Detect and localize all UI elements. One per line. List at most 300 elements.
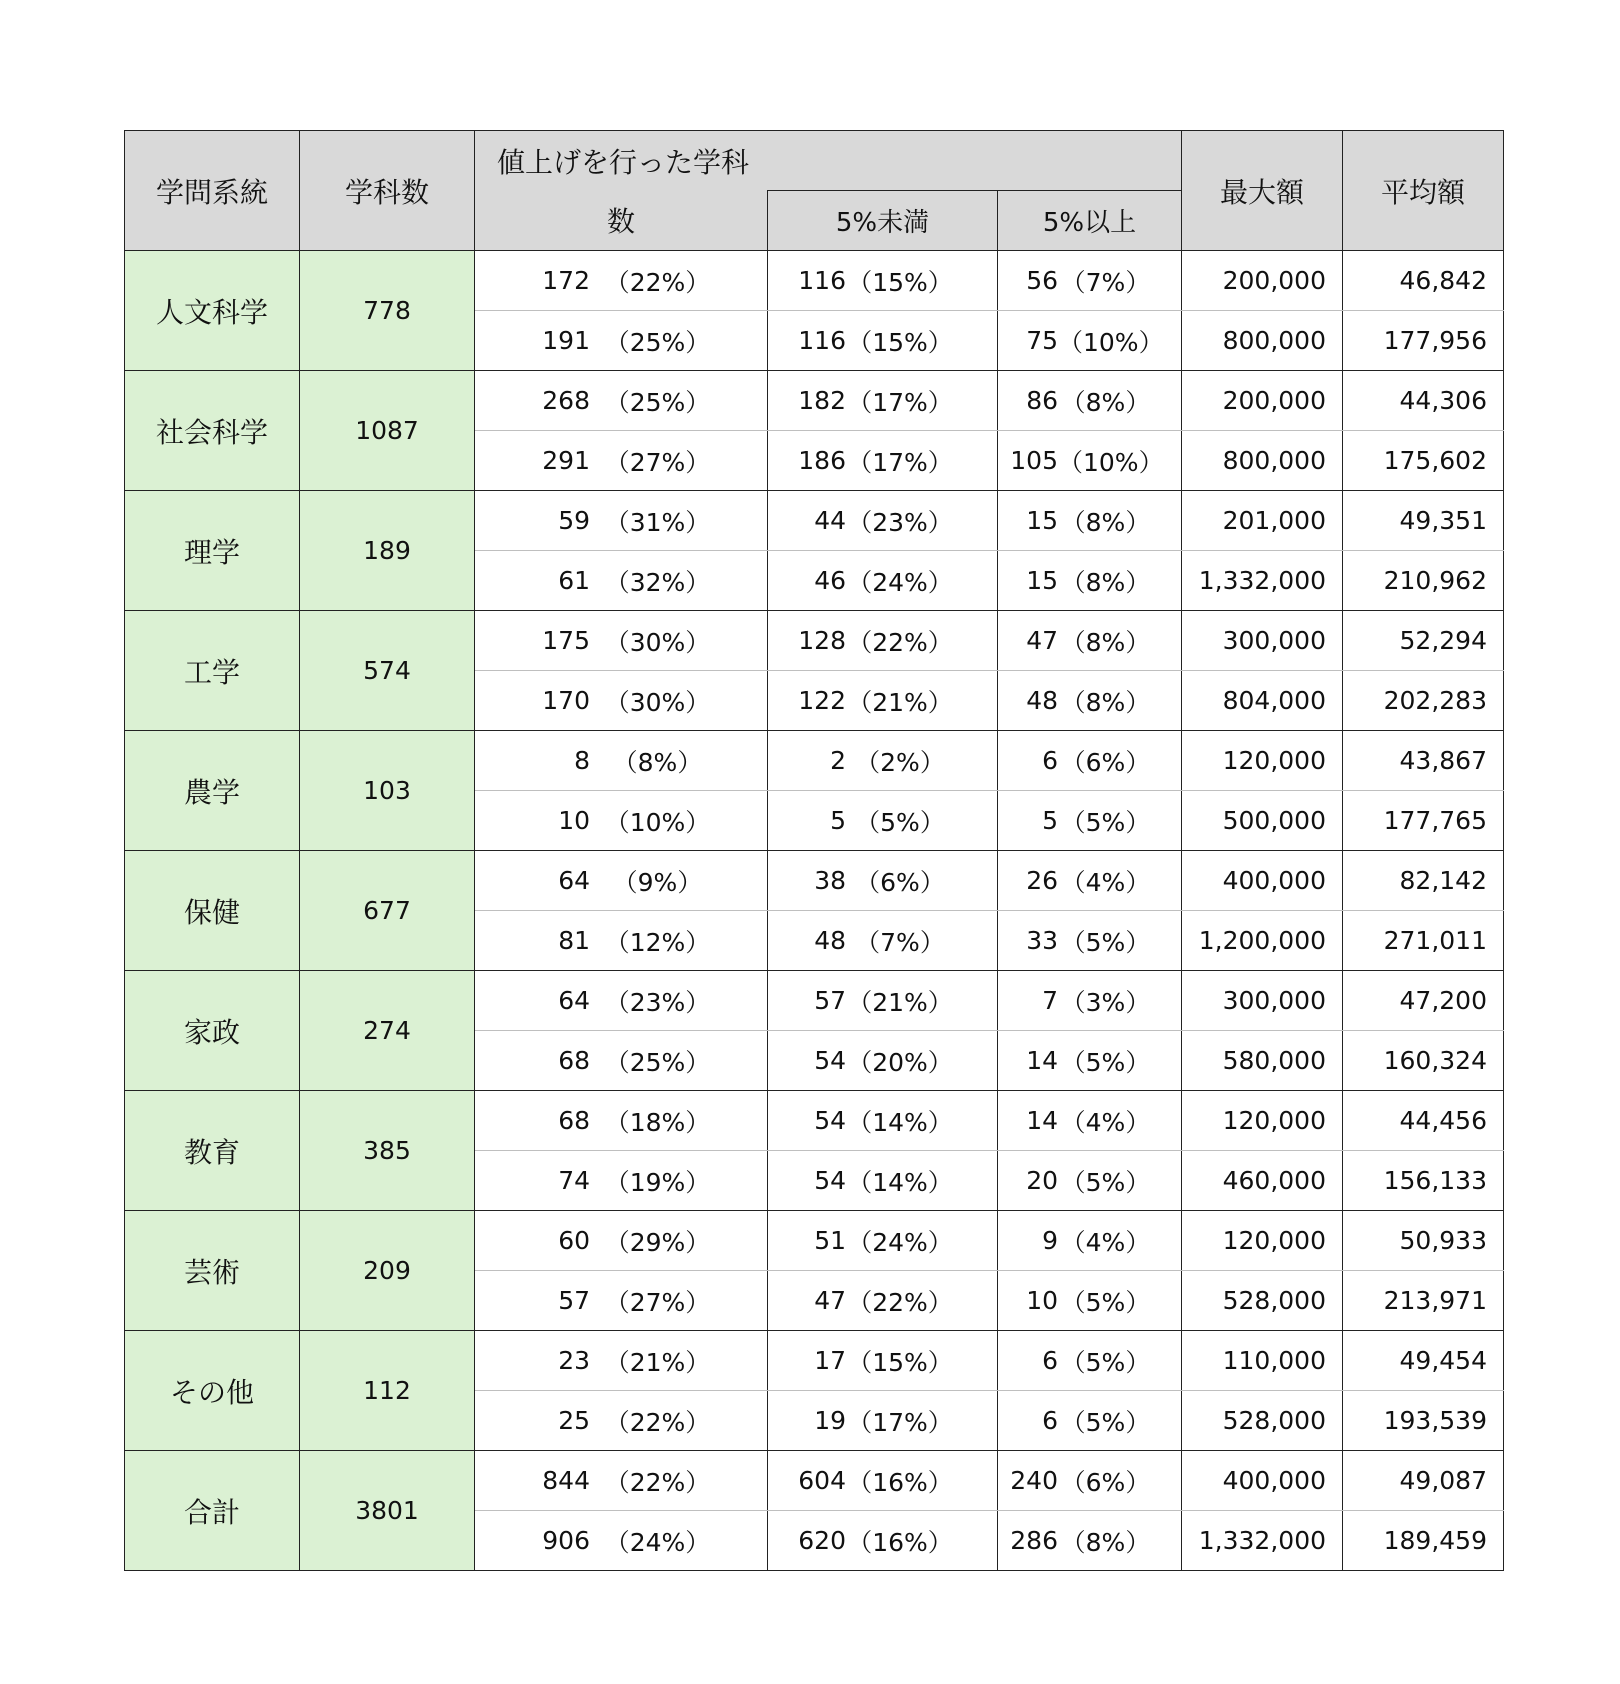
under-5pct-percent: （21%） bbox=[847, 687, 953, 717]
over-5pct bbox=[998, 1511, 1182, 1571]
under-5pct-pair bbox=[768, 851, 997, 910]
raised-count bbox=[475, 251, 768, 311]
raised-count-value: 8 bbox=[574, 746, 590, 775]
avg-amount: 49,454 bbox=[1343, 1331, 1504, 1391]
field-name: 理学 bbox=[125, 491, 300, 611]
over-5pct-pair bbox=[998, 731, 1181, 790]
over-5pct-value: 9 bbox=[1042, 1226, 1058, 1255]
department-count: 1087 bbox=[300, 371, 475, 491]
header-count: 数 bbox=[475, 191, 768, 251]
header-max: 最大額 bbox=[1182, 131, 1343, 251]
raised-count-pair bbox=[475, 491, 767, 550]
table-row bbox=[125, 971, 1504, 1031]
under-5pct bbox=[768, 911, 998, 971]
over-5pct-pair bbox=[998, 311, 1181, 370]
over-5pct bbox=[998, 311, 1182, 371]
over-5pct-pair bbox=[998, 791, 1181, 850]
raised-count-percent: （24%） bbox=[604, 1527, 711, 1557]
header-under-5pct: 5%未満 bbox=[768, 191, 998, 251]
under-5pct-value: 186 bbox=[798, 446, 846, 475]
under-5pct bbox=[768, 551, 998, 611]
under-5pct bbox=[768, 1391, 998, 1451]
under-5pct bbox=[768, 1151, 998, 1211]
raised-count-value: 64 bbox=[558, 866, 590, 895]
under-5pct-value: 46 bbox=[814, 566, 846, 595]
max-amount: 200,000 bbox=[1182, 371, 1343, 431]
over-5pct-pair bbox=[998, 851, 1181, 910]
under-5pct-percent: （20%） bbox=[847, 1047, 953, 1077]
table-row bbox=[125, 611, 1504, 671]
raised-count bbox=[475, 371, 768, 431]
over-5pct-percent: （5%） bbox=[1060, 1407, 1151, 1437]
table-row bbox=[125, 1331, 1504, 1391]
raised-count bbox=[475, 1091, 768, 1151]
under-5pct-pair bbox=[768, 1391, 997, 1450]
department-count: 112 bbox=[300, 1331, 475, 1451]
over-5pct bbox=[998, 491, 1182, 551]
raised-count bbox=[475, 1391, 768, 1451]
department-count: 574 bbox=[300, 611, 475, 731]
over-5pct-value: 26 bbox=[1026, 866, 1058, 895]
over-5pct bbox=[998, 1391, 1182, 1451]
max-amount: 1,200,000 bbox=[1182, 911, 1343, 971]
over-5pct-value: 7 bbox=[1042, 986, 1058, 1015]
over-5pct-percent: （3%） bbox=[1060, 987, 1151, 1017]
over-5pct-percent: （10%） bbox=[1058, 447, 1164, 477]
over-5pct-percent: （8%） bbox=[1060, 507, 1151, 537]
under-5pct-value: 51 bbox=[814, 1226, 846, 1255]
over-5pct-percent: （4%） bbox=[1060, 867, 1151, 897]
field-name: 合計 bbox=[125, 1451, 300, 1571]
under-5pct-percent: （14%） bbox=[847, 1107, 953, 1137]
raised-count bbox=[475, 911, 768, 971]
avg-amount: 156,133 bbox=[1343, 1151, 1504, 1211]
under-5pct-percent: （15%） bbox=[847, 267, 953, 297]
under-5pct-value: 38 bbox=[814, 866, 846, 895]
raised-count-value: 10 bbox=[558, 806, 590, 835]
header-departments: 学科数 bbox=[300, 131, 475, 251]
under-5pct-pair bbox=[768, 1211, 997, 1270]
under-5pct-pair bbox=[768, 911, 997, 970]
raised-count bbox=[475, 1451, 768, 1511]
over-5pct-pair bbox=[998, 671, 1181, 730]
under-5pct-percent: （22%） bbox=[847, 1287, 953, 1317]
raised-count-pair bbox=[475, 1511, 767, 1570]
under-5pct-value: 2 bbox=[830, 746, 846, 775]
raised-count bbox=[475, 1031, 768, 1091]
raised-count-percent: （10%） bbox=[604, 807, 711, 837]
department-count: 778 bbox=[300, 251, 475, 371]
over-5pct-value: 15 bbox=[1026, 566, 1058, 595]
over-5pct-percent: （8%） bbox=[1060, 687, 1151, 717]
header-field: 学問系統 bbox=[125, 131, 300, 251]
under-5pct-value: 54 bbox=[814, 1106, 846, 1135]
over-5pct-pair bbox=[998, 431, 1181, 490]
avg-amount: 44,306 bbox=[1343, 371, 1504, 431]
raised-count bbox=[475, 311, 768, 371]
raised-count-percent: （25%） bbox=[604, 1047, 711, 1077]
raised-count-pair bbox=[475, 1331, 767, 1390]
max-amount: 580,000 bbox=[1182, 1031, 1343, 1091]
raised-count-percent: （30%） bbox=[604, 627, 711, 657]
raised-count-percent: （8%） bbox=[612, 747, 703, 777]
over-5pct-percent: （8%） bbox=[1060, 387, 1151, 417]
avg-amount: 160,324 bbox=[1343, 1031, 1504, 1091]
raised-count-pair bbox=[475, 1091, 767, 1150]
under-5pct-pair bbox=[768, 1151, 997, 1210]
table-row bbox=[125, 491, 1504, 551]
over-5pct-value: 33 bbox=[1026, 926, 1058, 955]
avg-amount: 49,351 bbox=[1343, 491, 1504, 551]
raised-count-pair bbox=[475, 1151, 767, 1210]
table-row bbox=[125, 851, 1504, 911]
under-5pct bbox=[768, 791, 998, 851]
raised-count bbox=[475, 791, 768, 851]
max-amount: 528,000 bbox=[1182, 1391, 1343, 1451]
under-5pct-value: 19 bbox=[814, 1406, 846, 1435]
under-5pct-value: 17 bbox=[814, 1346, 846, 1375]
under-5pct bbox=[768, 491, 998, 551]
under-5pct-percent: （14%） bbox=[847, 1167, 953, 1197]
under-5pct-percent: （23%） bbox=[847, 507, 953, 537]
raised-count-value: 59 bbox=[558, 506, 590, 535]
avg-amount: 175,602 bbox=[1343, 431, 1504, 491]
table-row bbox=[125, 371, 1504, 431]
raised-count-value: 68 bbox=[558, 1046, 590, 1075]
over-5pct bbox=[998, 551, 1182, 611]
max-amount: 1,332,000 bbox=[1182, 551, 1343, 611]
under-5pct-percent: （17%） bbox=[847, 447, 953, 477]
over-5pct-percent: （6%） bbox=[1060, 1467, 1151, 1497]
raised-count-pair bbox=[475, 671, 767, 730]
under-5pct-pair bbox=[768, 611, 997, 670]
raised-count-percent: （25%） bbox=[604, 327, 711, 357]
avg-amount: 271,011 bbox=[1343, 911, 1504, 971]
header-over-5pct: 5%以上 bbox=[998, 191, 1182, 251]
under-5pct bbox=[768, 971, 998, 1031]
over-5pct-percent: （5%） bbox=[1060, 927, 1151, 957]
raised-count-pair bbox=[475, 431, 767, 490]
max-amount: 110,000 bbox=[1182, 1331, 1343, 1391]
under-5pct-value: 128 bbox=[798, 626, 846, 655]
avg-amount: 210,962 bbox=[1343, 551, 1504, 611]
under-5pct-pair bbox=[768, 971, 997, 1030]
avg-amount: 193,539 bbox=[1343, 1391, 1504, 1451]
avg-amount: 213,971 bbox=[1343, 1271, 1504, 1331]
under-5pct-percent: （17%） bbox=[847, 387, 953, 417]
over-5pct-percent: （5%） bbox=[1060, 1167, 1151, 1197]
over-5pct bbox=[998, 611, 1182, 671]
raised-count-pair bbox=[475, 1211, 767, 1270]
raised-count-value: 61 bbox=[558, 566, 590, 595]
department-count: 209 bbox=[300, 1211, 475, 1331]
raised-count bbox=[475, 1331, 768, 1391]
max-amount: 460,000 bbox=[1182, 1151, 1343, 1211]
max-amount: 528,000 bbox=[1182, 1271, 1343, 1331]
under-5pct-percent: （17%） bbox=[847, 1407, 953, 1437]
over-5pct bbox=[998, 431, 1182, 491]
table-row bbox=[125, 1451, 1504, 1511]
raised-count-value: 23 bbox=[558, 1346, 590, 1375]
over-5pct-value: 14 bbox=[1026, 1046, 1058, 1075]
under-5pct bbox=[768, 311, 998, 371]
under-5pct-value: 44 bbox=[814, 506, 846, 535]
over-5pct-pair bbox=[998, 371, 1181, 430]
raised-count-value: 906 bbox=[542, 1526, 590, 1555]
under-5pct-pair bbox=[768, 1031, 997, 1090]
department-count: 274 bbox=[300, 971, 475, 1091]
under-5pct-value: 48 bbox=[814, 926, 846, 955]
raised-count-percent: （9%） bbox=[612, 867, 703, 897]
avg-amount: 189,459 bbox=[1343, 1511, 1504, 1571]
max-amount: 300,000 bbox=[1182, 611, 1343, 671]
over-5pct bbox=[998, 1031, 1182, 1091]
raised-count-percent: （22%） bbox=[604, 1407, 711, 1437]
over-5pct-value: 105 bbox=[1010, 446, 1058, 475]
over-5pct-pair bbox=[998, 491, 1181, 550]
over-5pct-value: 14 bbox=[1026, 1106, 1058, 1135]
raised-count-percent: （23%） bbox=[604, 987, 711, 1017]
under-5pct bbox=[768, 1451, 998, 1511]
raised-count-value: 64 bbox=[558, 986, 590, 1015]
under-5pct-percent: （16%） bbox=[847, 1527, 953, 1557]
raised-count-pair bbox=[475, 251, 767, 310]
over-5pct-value: 47 bbox=[1026, 626, 1058, 655]
over-5pct-percent: （4%） bbox=[1060, 1107, 1151, 1137]
under-5pct-value: 620 bbox=[798, 1526, 846, 1555]
under-5pct-pair bbox=[768, 731, 997, 790]
raised-count-percent: （19%） bbox=[604, 1167, 711, 1197]
over-5pct-percent: （5%） bbox=[1060, 1347, 1151, 1377]
avg-amount: 47,200 bbox=[1343, 971, 1504, 1031]
max-amount: 800,000 bbox=[1182, 431, 1343, 491]
over-5pct-value: 10 bbox=[1026, 1286, 1058, 1315]
raised-count-percent: （18%） bbox=[604, 1107, 711, 1137]
under-5pct bbox=[768, 1511, 998, 1571]
raised-count bbox=[475, 1211, 768, 1271]
field-name: 保健 bbox=[125, 851, 300, 971]
raised-count-pair bbox=[475, 731, 767, 790]
raised-count-percent: （30%） bbox=[604, 687, 711, 717]
raised-count-pair bbox=[475, 551, 767, 610]
over-5pct-pair bbox=[998, 1091, 1181, 1150]
under-5pct-value: 5 bbox=[830, 806, 846, 835]
under-5pct-pair bbox=[768, 791, 997, 850]
raised-count-pair bbox=[475, 1271, 767, 1330]
over-5pct bbox=[998, 1151, 1182, 1211]
under-5pct-value: 182 bbox=[798, 386, 846, 415]
raised-count-pair bbox=[475, 971, 767, 1030]
over-5pct-pair bbox=[998, 1511, 1181, 1570]
under-5pct-pair bbox=[768, 371, 997, 430]
under-5pct-percent: （5%） bbox=[855, 807, 945, 837]
over-5pct bbox=[998, 1331, 1182, 1391]
over-5pct-value: 6 bbox=[1042, 1406, 1058, 1435]
avg-amount: 52,294 bbox=[1343, 611, 1504, 671]
raised-count-value: 74 bbox=[558, 1166, 590, 1195]
under-5pct-value: 54 bbox=[814, 1166, 846, 1195]
under-5pct-value: 47 bbox=[814, 1286, 846, 1315]
over-5pct-percent: （6%） bbox=[1060, 747, 1151, 777]
max-amount: 1,332,000 bbox=[1182, 1511, 1343, 1571]
avg-amount: 50,933 bbox=[1343, 1211, 1504, 1271]
table-row bbox=[125, 731, 1504, 791]
avg-amount: 49,087 bbox=[1343, 1451, 1504, 1511]
raised-count bbox=[475, 551, 768, 611]
under-5pct bbox=[768, 851, 998, 911]
over-5pct-percent: （10%） bbox=[1058, 327, 1164, 357]
over-5pct-pair bbox=[998, 971, 1181, 1030]
under-5pct-value: 57 bbox=[814, 986, 846, 1015]
under-5pct-percent: （6%） bbox=[855, 867, 945, 897]
field-name: 社会科学 bbox=[125, 371, 300, 491]
over-5pct bbox=[998, 371, 1182, 431]
over-5pct-pair bbox=[998, 551, 1181, 610]
under-5pct-percent: （22%） bbox=[847, 627, 953, 657]
over-5pct-percent: （8%） bbox=[1060, 567, 1151, 597]
raised-count bbox=[475, 971, 768, 1031]
raised-count-pair bbox=[475, 791, 767, 850]
over-5pct-value: 48 bbox=[1026, 686, 1058, 715]
under-5pct-pair bbox=[768, 311, 997, 370]
over-5pct-percent: （8%） bbox=[1060, 1527, 1151, 1557]
avg-amount: 177,956 bbox=[1343, 311, 1504, 371]
over-5pct-value: 20 bbox=[1026, 1166, 1058, 1195]
under-5pct-pair bbox=[768, 1271, 997, 1330]
table-body bbox=[125, 251, 1504, 1571]
raised-count-percent: （21%） bbox=[604, 1347, 711, 1377]
over-5pct bbox=[998, 1271, 1182, 1331]
department-count: 677 bbox=[300, 851, 475, 971]
field-name: 芸術 bbox=[125, 1211, 300, 1331]
over-5pct-value: 6 bbox=[1042, 746, 1058, 775]
raised-count-value: 170 bbox=[542, 686, 590, 715]
under-5pct-value: 604 bbox=[798, 1466, 846, 1495]
raised-count-value: 68 bbox=[558, 1106, 590, 1135]
table-row bbox=[125, 1091, 1504, 1151]
table-row bbox=[125, 1211, 1504, 1271]
raised-count bbox=[475, 491, 768, 551]
avg-amount: 202,283 bbox=[1343, 671, 1504, 731]
raised-count-pair bbox=[475, 311, 767, 370]
raised-count-pair bbox=[475, 911, 767, 970]
under-5pct bbox=[768, 1211, 998, 1271]
department-count: 3801 bbox=[300, 1451, 475, 1571]
over-5pct-value: 240 bbox=[1010, 1466, 1058, 1495]
avg-amount: 177,765 bbox=[1343, 791, 1504, 851]
under-5pct bbox=[768, 251, 998, 311]
over-5pct-percent: （7%） bbox=[1060, 267, 1151, 297]
under-5pct-percent: （15%） bbox=[847, 327, 953, 357]
raised-count-value: 81 bbox=[558, 926, 590, 955]
raised-count bbox=[475, 611, 768, 671]
raised-count bbox=[475, 731, 768, 791]
max-amount: 200,000 bbox=[1182, 251, 1343, 311]
raised-count-pair bbox=[475, 851, 767, 910]
field-name: 人文科学 bbox=[125, 251, 300, 371]
under-5pct-percent: （2%） bbox=[855, 747, 945, 777]
department-count: 103 bbox=[300, 731, 475, 851]
raised-count-value: 844 bbox=[542, 1466, 590, 1495]
field-name: その他 bbox=[125, 1331, 300, 1451]
over-5pct-pair bbox=[998, 1031, 1181, 1090]
raised-count-percent: （22%） bbox=[604, 267, 711, 297]
field-name: 農学 bbox=[125, 731, 300, 851]
under-5pct bbox=[768, 611, 998, 671]
raised-count-percent: （32%） bbox=[604, 567, 711, 597]
raised-count bbox=[475, 851, 768, 911]
raised-count-pair bbox=[475, 371, 767, 430]
under-5pct-pair bbox=[768, 1091, 997, 1150]
over-5pct bbox=[998, 971, 1182, 1031]
under-5pct-percent: （16%） bbox=[847, 1467, 953, 1497]
over-5pct-value: 286 bbox=[1010, 1526, 1058, 1555]
avg-amount: 82,142 bbox=[1343, 851, 1504, 911]
max-amount: 300,000 bbox=[1182, 971, 1343, 1031]
over-5pct-pair bbox=[998, 1391, 1181, 1450]
max-amount: 120,000 bbox=[1182, 731, 1343, 791]
over-5pct bbox=[998, 1211, 1182, 1271]
raised-count-value: 60 bbox=[558, 1226, 590, 1255]
over-5pct bbox=[998, 791, 1182, 851]
under-5pct bbox=[768, 671, 998, 731]
under-5pct-pair bbox=[768, 551, 997, 610]
field-name: 工学 bbox=[125, 611, 300, 731]
field-name: 家政 bbox=[125, 971, 300, 1091]
under-5pct bbox=[768, 1091, 998, 1151]
over-5pct-pair bbox=[998, 911, 1181, 970]
under-5pct bbox=[768, 371, 998, 431]
raised-count-percent: （27%） bbox=[604, 1287, 711, 1317]
raised-count-percent: （12%） bbox=[604, 927, 711, 957]
raised-count-value: 291 bbox=[542, 446, 590, 475]
over-5pct-value: 56 bbox=[1026, 266, 1058, 295]
under-5pct-percent: （24%） bbox=[847, 567, 953, 597]
under-5pct-value: 116 bbox=[798, 266, 846, 295]
raised-count-pair bbox=[475, 1391, 767, 1450]
max-amount: 120,000 bbox=[1182, 1211, 1343, 1271]
max-amount: 804,000 bbox=[1182, 671, 1343, 731]
field-name: 教育 bbox=[125, 1091, 300, 1211]
under-5pct bbox=[768, 431, 998, 491]
over-5pct-pair bbox=[998, 251, 1181, 310]
raised-count-value: 268 bbox=[542, 386, 590, 415]
over-5pct bbox=[998, 851, 1182, 911]
table-row bbox=[125, 251, 1504, 311]
raised-count-pair bbox=[475, 611, 767, 670]
max-amount: 400,000 bbox=[1182, 851, 1343, 911]
under-5pct-percent: （24%） bbox=[847, 1227, 953, 1257]
avg-amount: 46,842 bbox=[1343, 251, 1504, 311]
over-5pct-pair bbox=[998, 1331, 1181, 1390]
raised-count-percent: （29%） bbox=[604, 1227, 711, 1257]
over-5pct-pair bbox=[998, 1271, 1181, 1330]
over-5pct-pair bbox=[998, 1151, 1181, 1210]
over-5pct-percent: （4%） bbox=[1060, 1227, 1151, 1257]
raised-count-percent: （27%） bbox=[604, 447, 711, 477]
over-5pct-percent: （5%） bbox=[1060, 1287, 1151, 1317]
department-count: 385 bbox=[300, 1091, 475, 1211]
over-5pct-value: 15 bbox=[1026, 506, 1058, 535]
over-5pct bbox=[998, 911, 1182, 971]
under-5pct-pair bbox=[768, 1451, 997, 1510]
raised-count-percent: （25%） bbox=[604, 387, 711, 417]
under-5pct-pair bbox=[768, 1331, 997, 1390]
over-5pct bbox=[998, 1091, 1182, 1151]
header-avg: 平均額 bbox=[1343, 131, 1504, 251]
avg-amount: 44,456 bbox=[1343, 1091, 1504, 1151]
max-amount: 400,000 bbox=[1182, 1451, 1343, 1511]
